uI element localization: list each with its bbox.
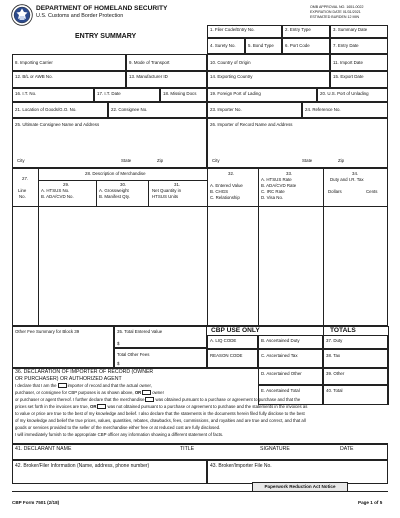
net-quantity-label: Net Quantity in: [152, 188, 182, 193]
paperwork-reduction-button[interactable]: Paperwork Reduction Act Notice: [252, 482, 348, 492]
declaration-line-8: I will immediately furnish to the appropriate CBP officer any information showing a different statement of facts.: [15, 432, 224, 437]
ascertained-tax-field[interactable]: C. Ascertained Tax: [258, 349, 323, 368]
location-of-goods-field[interactable]: 21. Location of Goods/G.O. No.: [12, 102, 108, 118]
line-no-label-1: Line: [18, 188, 27, 193]
surety-no-field[interactable]: 4. Surety No.: [207, 38, 245, 54]
form-number: CBP Form 7501 (2/18): [12, 500, 60, 505]
importer-of-record-field[interactable]: 26. Importer of Record Name and Address City State Zip: [207, 118, 388, 168]
duty-ir-tax-label: Duty and I.R. Tax: [330, 177, 364, 182]
merchandise-obtained-checkbox[interactable]: [145, 397, 154, 402]
line-no-label-2: No.: [19, 194, 26, 199]
page-number: Page 1 of 5: [358, 500, 383, 505]
grand-total-field[interactable]: 40. Total: [323, 385, 388, 405]
block-27-label: 27.: [22, 176, 29, 181]
country-of-origin-field[interactable]: 10. Country of Origin: [207, 54, 330, 71]
reason-code-field[interactable]: REASON CODE: [207, 349, 258, 368]
manufacturer-id-field[interactable]: 13. Manufacturer ID: [126, 71, 207, 88]
summary-date-field[interactable]: 3. Summary Date: [330, 25, 388, 38]
port-code-field[interactable]: 6. Port Code: [282, 38, 330, 54]
dhs-seal-icon: [11, 4, 33, 26]
exporting-country-field[interactable]: 14. Exporting Country: [207, 71, 330, 88]
title-label: TITLE: [180, 446, 195, 452]
duty-total-field[interactable]: 37. Duty: [323, 335, 388, 349]
signature-label: SIGNATURE: [260, 446, 290, 452]
other-fee-summary[interactable]: Other Fee Summary for Block 39: [12, 326, 114, 368]
import-date-field[interactable]: 11. Import Date: [330, 54, 388, 71]
ascertained-total-field[interactable]: E. Ascertained Total: [258, 385, 323, 405]
us-port-unlading-field[interactable]: 20. U.S. Port of Unlading: [317, 88, 388, 102]
chgs-label: B. CHGS: [210, 189, 229, 194]
estimated-burden: ESTIMATED BURDEN 12 MIN: [310, 15, 360, 19]
omb-approval: OMB APPROVAL NO. 1651-0022: [310, 5, 364, 9]
block-30-num: 30.: [120, 182, 127, 187]
state-label: State: [121, 158, 132, 163]
entry-date-field[interactable]: 7. Entry Date: [330, 38, 388, 54]
declaration-line-6: of my knowledge and belief the true prices, values, quantities, rebates, drawbacks, fees, commissions, and royalties and are true and correct, and that all: [15, 418, 306, 423]
declaration-title-2: OR PURCHASER) OR AUTHORIZED AGENT: [15, 376, 122, 382]
relationship-label: C. Relationship: [210, 195, 240, 200]
block-33-num: 33.: [286, 171, 293, 176]
declaration-line-3: or purchaser or agent thereof. I further declare that the merchandise was obtained pursuant to a purchase or agreement to purchase and that the: [15, 397, 301, 402]
other-total-field[interactable]: 39. Other: [323, 368, 388, 385]
department-title: DEPARTMENT OF HOMELAND SECURITY: [36, 5, 168, 12]
ascertained-other-field[interactable]: D. Ascertained Other: [258, 368, 323, 385]
owner-checkbox[interactable]: [142, 390, 151, 395]
agency-name: U.S. Customs and Border Protection: [36, 13, 124, 19]
reference-no-field[interactable]: 24. Reference No.: [302, 102, 388, 118]
expiration-date: EXPIRATION DATE 01/31/2021: [310, 10, 361, 14]
ascertained-duty-field[interactable]: B. Ascertained Duty: [258, 335, 323, 349]
total-entered-value-field[interactable]: 35. Total Entered Value $: [114, 326, 207, 348]
bond-type-field[interactable]: 5. Bond Type: [245, 38, 282, 54]
total-other-fees-field[interactable]: Total Other Fees $: [114, 348, 207, 368]
declaration-title-1: 36. DECLARATION OF IMPORTER OF RECORD (OWNER: [15, 369, 154, 375]
block-29-num: 29.: [63, 182, 70, 187]
zip-label: Zip: [157, 158, 164, 163]
mode-of-transport-field[interactable]: 9. Mode of Transport: [126, 54, 207, 71]
description-of-merchandise-label: 28. Description of Merchandise: [85, 171, 146, 176]
consignee-no-field[interactable]: 22. Consignee No.: [108, 102, 207, 118]
block-32-num: 32.: [228, 171, 235, 176]
declaration-line-4: prices set forth in the invoices are true, OR was not obtained pursuant to a purchase or agreement to purchase and the statements in the invoices as: [15, 404, 308, 409]
block-34-num: 34.: [352, 171, 359, 176]
export-date-field[interactable]: 15. Export Date: [330, 71, 388, 88]
it-no-field[interactable]: 16. I.T. No.: [12, 88, 94, 102]
city-label-2: City: [212, 158, 220, 163]
declaration-line-1: I declare that I am the importer of record and that the actual owner,: [15, 383, 152, 388]
tax-total-field[interactable]: 38. Tax: [323, 349, 388, 368]
irc-rate-label: C. IRC Rate: [261, 189, 285, 194]
form-title: ENTRY SUMMARY: [75, 33, 137, 40]
entry-type-field[interactable]: 2. Entry Type: [282, 25, 330, 38]
declaration-line-5: to value or price are true to the best of my knowledge and belief. I also declare that the statements in the documents herein filed fully disclose to the best: [15, 411, 305, 416]
declaration-line-2: purchaser, or consignee for CBP purposes is as shown above, OR owner: [15, 390, 165, 395]
cbp-use-only-heading: CBP USE ONLY: [211, 327, 260, 334]
it-date-field[interactable]: 17. I.T. Date: [94, 88, 160, 102]
importer-of-record-checkbox[interactable]: [58, 383, 67, 388]
zip-label-2: Zip: [338, 158, 345, 163]
dollars-label: Dollars: [328, 189, 342, 194]
city-label: City: [17, 158, 25, 163]
manifest-qty-label: B. Manifest Qty.: [99, 194, 130, 199]
block-31-num: 31.: [174, 182, 181, 187]
foreign-port-field[interactable]: 19. Foreign Port of Lading: [207, 88, 317, 102]
totals-heading: TOTALS: [330, 327, 356, 334]
importer-no-field[interactable]: 23. Importer No.: [207, 102, 302, 118]
merchandise-not-obtained-checkbox[interactable]: [97, 404, 106, 409]
entered-value-label: A. Entered Value: [210, 183, 243, 188]
ada-cvd-no-label: B. ADA/CVD No.: [41, 194, 74, 199]
ultimate-consignee-field[interactable]: 25. Ultimate Consignee Name and Address City State Zip: [12, 118, 207, 168]
missing-docs-field[interactable]: 18. Missing Docs: [160, 88, 207, 102]
state-label-2: State: [302, 158, 313, 163]
date-label: DATE: [340, 446, 354, 452]
filer-code-field[interactable]: 1. Filer Code/Entry No.: [207, 25, 282, 38]
grossweight-label: A. Grossweight: [99, 188, 129, 193]
declarant-name-label: 41. DECLARANT NAME: [15, 446, 72, 452]
htsus-rate-label: A. HTSUS Rate: [261, 177, 292, 182]
importing-carrier-field[interactable]: 8. Importing Carrier: [12, 54, 126, 71]
declaration-line-7: goods or services provided to the seller of the merchandise either free or at reduced cost are fully disclosed.: [15, 425, 221, 430]
liq-code-field[interactable]: A. LIQ CODE: [207, 335, 258, 349]
ada-cvd-rate-label: B. ADA/CVD Rate: [261, 183, 297, 188]
htsus-no-label: A. HTSUS No.: [41, 188, 70, 193]
bl-awb-no-field[interactable]: 12. B/L or AWB No.: [12, 71, 126, 88]
broker-filer-info-field[interactable]: 42. Broker/Filer Information (Name, address, phone number): [12, 460, 207, 484]
broker-importer-file-no-field[interactable]: 43. Broker/Importer File No.: [207, 460, 388, 484]
visa-no-label: D. Visa No.: [261, 195, 284, 200]
htsus-units-label: HTSUS Units: [152, 194, 179, 199]
cents-label: Cents: [366, 189, 378, 194]
